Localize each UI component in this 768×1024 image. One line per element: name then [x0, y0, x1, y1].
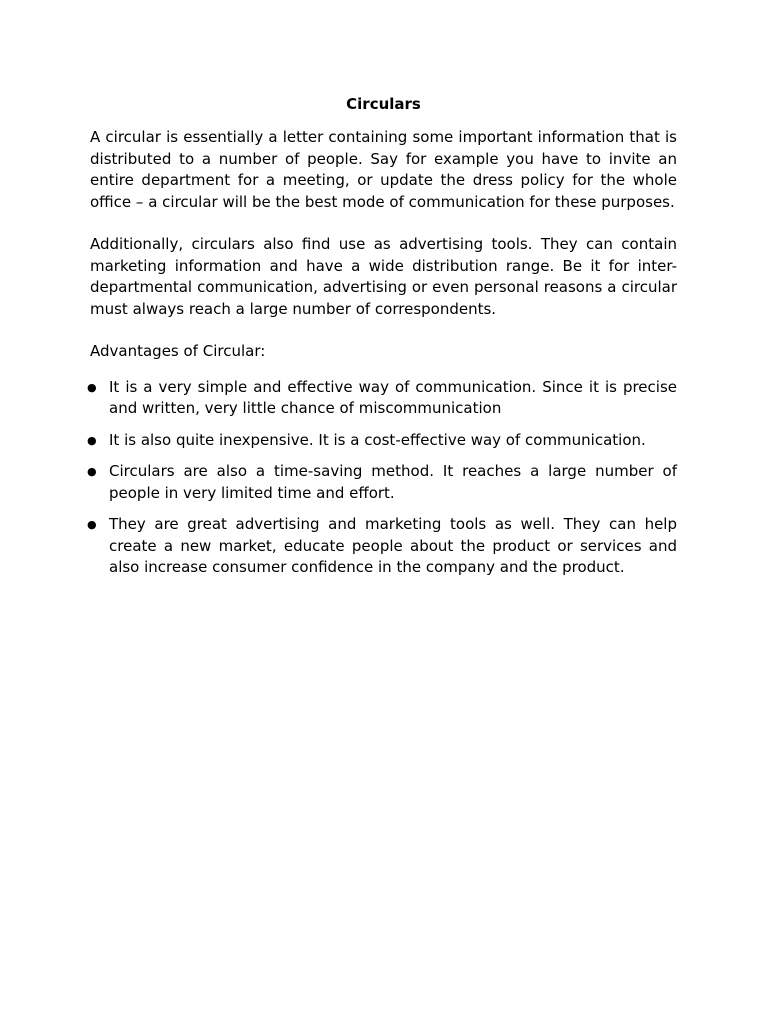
bullet-icon: ● — [87, 518, 97, 531]
list-item — [87, 430, 677, 452]
document-title: Circulars — [346, 95, 421, 113]
bullet-icon: ● — [87, 380, 97, 394]
document-page — [87, 93, 677, 589]
list-item — [87, 514, 677, 579]
list-item-text: Circulars are also a time-saving method. It reaches a large number of people in very limited time and effort. — [109, 462, 677, 502]
list-item — [87, 461, 677, 504]
advantages-list — [87, 377, 677, 579]
intro-paragraph: A circular is essentially a letter containing some important information that is distributed to a number of people. Say for example you have to invite an entire department for a meeting, or update the dress policy for the whole office – a circular will be the best mode of communication for these purposes. — [90, 128, 677, 211]
bullet-icon: ● — [87, 465, 97, 478]
list-item-text: It is a very simple and effective way of communication. Since it is precise and written, very little chance of miscommunication — [109, 377, 677, 417]
list-item — [87, 377, 677, 420]
list-item-text: It is also quite inexpensive. It is a cost-effective way of communication. — [109, 430, 646, 449]
advantages-heading: Advantages of Circular: — [90, 342, 266, 360]
bullet-icon: ● — [87, 433, 97, 447]
list-item-text: They are great advertising and marketing tools as well. They can help create a new market, educate people about the product or services and also increase consumer confidence in the company and the product. — [109, 515, 677, 576]
advertising-paragraph: Additionally, circulars also find use as advertising tools. They can contain marketing information and have a wide distribution range. Be it for inter-departmental communication, advertising or even personal reasons a circular must always reach a large number of correspondents. — [90, 235, 677, 318]
